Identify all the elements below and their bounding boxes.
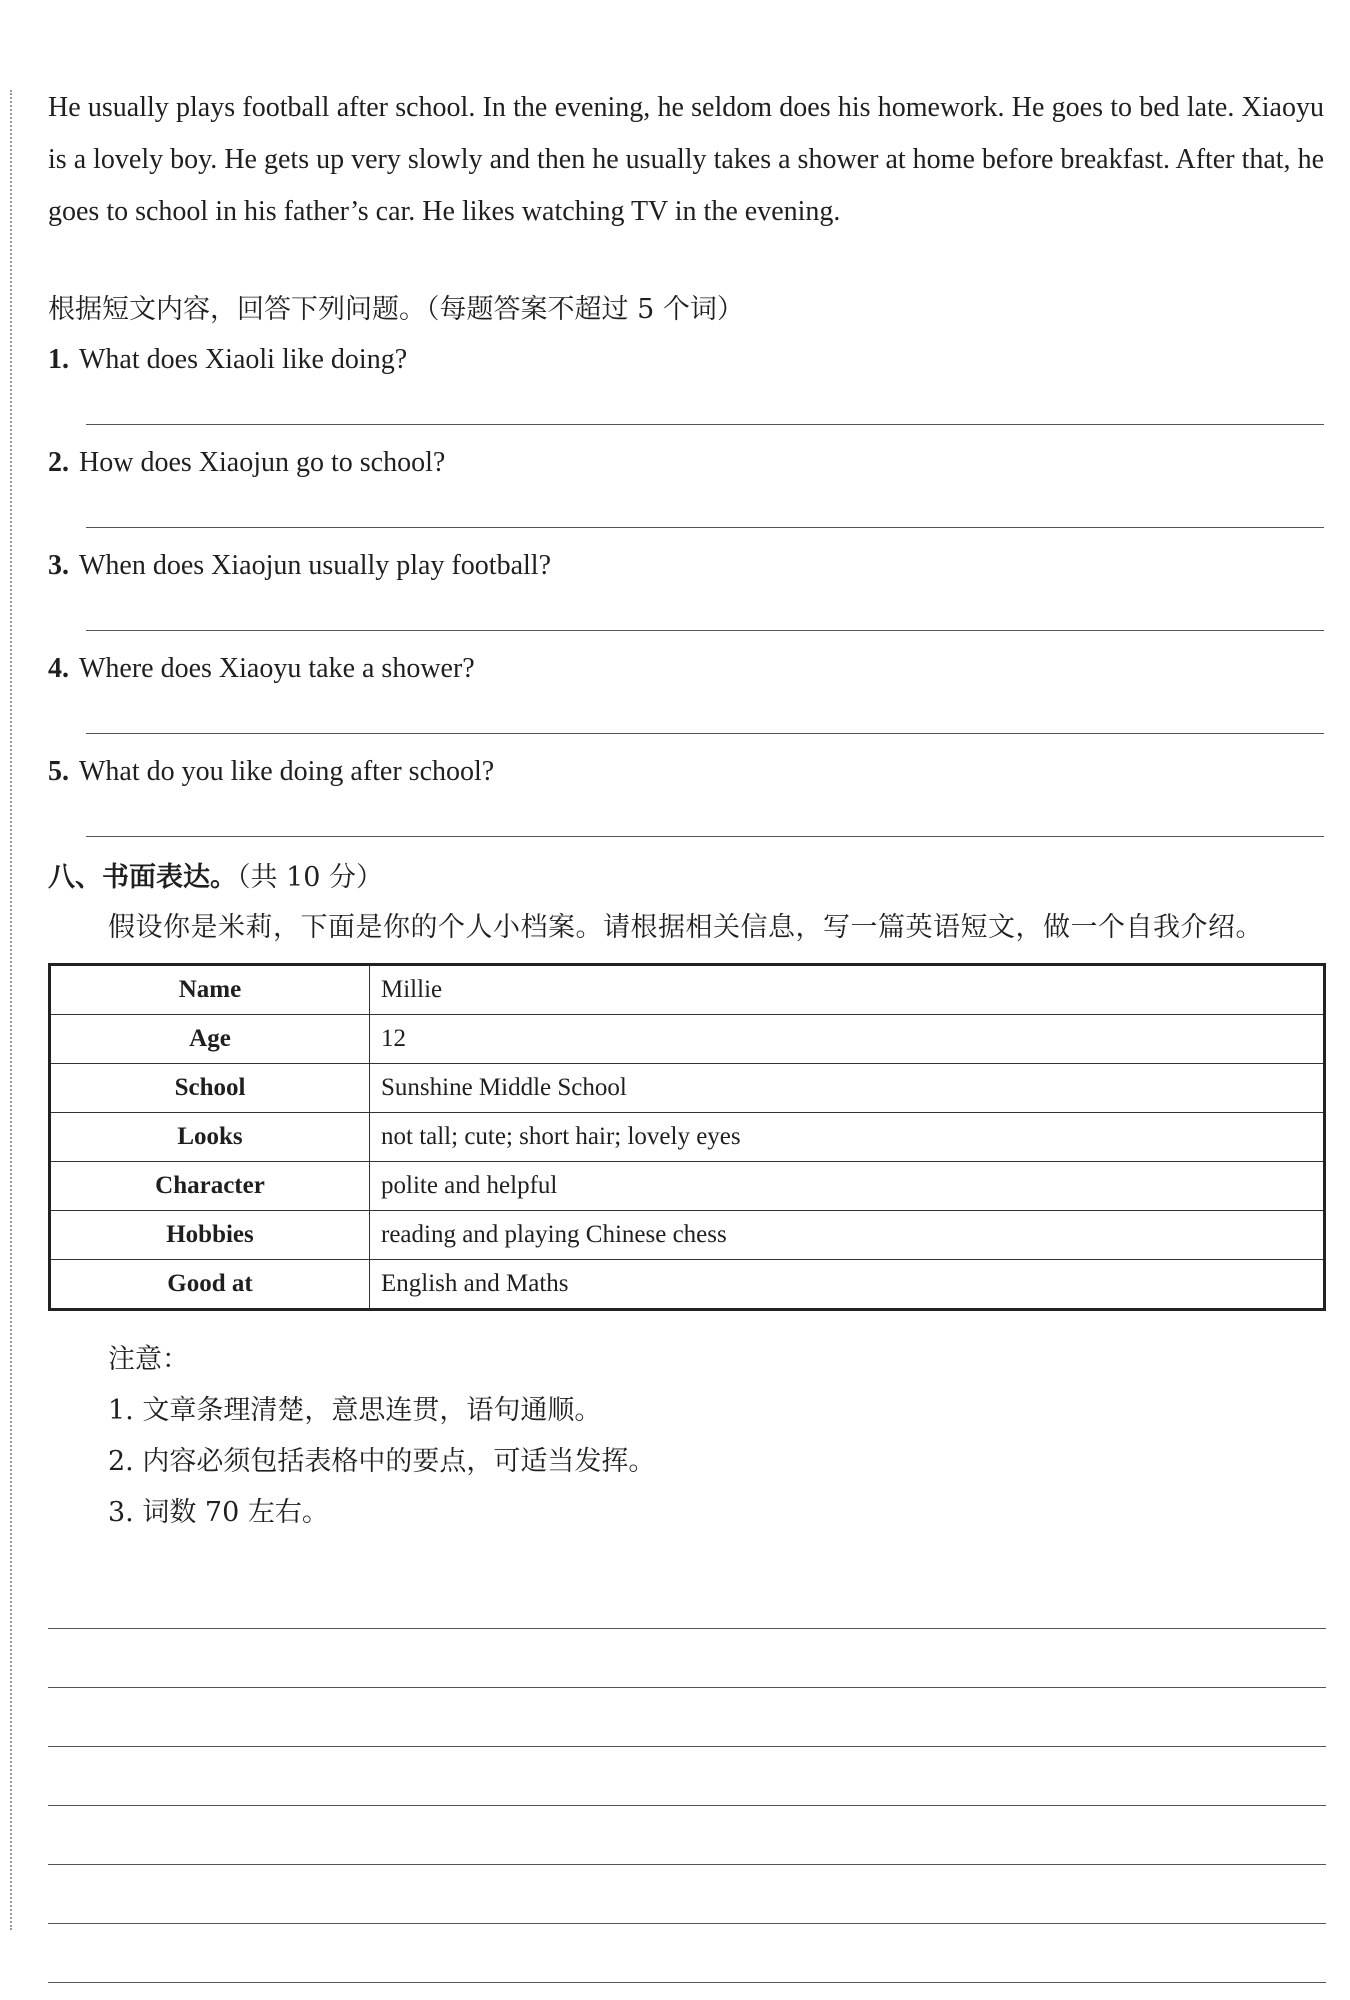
question-text: What do you like doing after school? xyxy=(79,756,495,787)
row-value: 12 xyxy=(370,1015,1325,1064)
section-title-score: （共 10 分） xyxy=(237,862,384,893)
table-row xyxy=(50,965,1325,1015)
answer-line[interactable] xyxy=(86,424,1324,425)
row-value: Sunshine Middle School xyxy=(370,1064,1325,1113)
question-text: When does Xiaojun usually play football? xyxy=(79,550,551,581)
row-value: polite and helpful xyxy=(370,1162,1325,1211)
writing-line[interactable] xyxy=(48,1688,1326,1747)
answer-line[interactable] xyxy=(86,836,1324,837)
passage-text: He usually plays football after school. In the evening, he seldom does his homework. He goes to bed late. Xiaoyu is a lovely boy. He gets up very slowly and then he usually takes a shower at home before breakfast. After that, he goes to school in his father’s car. He likes watching TV in the evening. xyxy=(48,92,1324,227)
question-list xyxy=(48,340,1324,855)
question-number: 1. xyxy=(48,344,69,375)
binding-dotted-line xyxy=(10,90,12,1930)
row-label: Good at xyxy=(50,1260,370,1310)
row-label: Hobbies xyxy=(50,1211,370,1260)
section-title xyxy=(48,858,383,898)
row-label: Age xyxy=(50,1015,370,1064)
answer-line[interactable] xyxy=(86,733,1324,734)
row-label: Looks xyxy=(50,1113,370,1162)
table-row xyxy=(50,1113,1325,1162)
question-number: 2. xyxy=(48,447,69,478)
answer-line[interactable] xyxy=(86,527,1324,528)
table-row xyxy=(50,1260,1325,1310)
writing-intro: 假设你是米莉，下面是你的个人小档案。请根据相关信息，写一篇英语短文，做一个自我介绍。 xyxy=(108,912,1263,943)
note-item: 2. 内容必须包括表格中的要点，可适当发挥。 xyxy=(108,1446,656,1477)
row-label: School xyxy=(50,1064,370,1113)
row-value: not tall; cute; short hair; lovely eyes xyxy=(370,1113,1325,1162)
row-label: Name xyxy=(50,965,370,1015)
answer-line[interactable] xyxy=(86,630,1324,631)
writing-area xyxy=(48,1570,1326,1983)
question-text: How does Xiaojun go to school? xyxy=(79,447,446,478)
writing-line[interactable] xyxy=(48,1747,1326,1806)
row-label: Character xyxy=(50,1162,370,1211)
question-number: 3. xyxy=(48,550,69,581)
table-row xyxy=(50,1162,1325,1211)
question-item xyxy=(48,340,1324,443)
writing-line[interactable] xyxy=(48,1629,1326,1688)
question-item xyxy=(48,546,1324,649)
note-item: 3. 词数 70 左右。 xyxy=(108,1497,329,1528)
writing-line[interactable] xyxy=(48,1806,1326,1865)
question-item xyxy=(48,443,1324,546)
note-item: 1. 文章条理清楚，意思连贯，语句通顺。 xyxy=(108,1395,602,1426)
question-text: Where does Xiaoyu take a shower? xyxy=(79,653,475,684)
notes-title: 注意： xyxy=(108,1344,189,1375)
profile-table xyxy=(48,963,1326,1311)
row-value: Millie xyxy=(370,965,1325,1015)
table-row xyxy=(50,1015,1325,1064)
reading-instruction: 根据短文内容，回答下列问题。（每题答案不超过 5 个词） xyxy=(48,294,744,325)
question-number: 5. xyxy=(48,756,69,787)
writing-line[interactable] xyxy=(48,1570,1326,1629)
row-value: reading and playing Chinese chess xyxy=(370,1211,1325,1260)
table-row xyxy=(50,1064,1325,1113)
writing-notes xyxy=(108,1334,655,1538)
table-row xyxy=(50,1211,1325,1260)
reading-passage xyxy=(48,82,1324,238)
question-item xyxy=(48,752,1324,855)
writing-line[interactable] xyxy=(48,1924,1326,1983)
section-title-main: 八、书面表达。 xyxy=(48,862,237,893)
question-number: 4. xyxy=(48,653,69,684)
row-value: English and Maths xyxy=(370,1260,1325,1310)
question-text: What does Xiaoli like doing? xyxy=(79,344,408,375)
question-item xyxy=(48,649,1324,752)
writing-line[interactable] xyxy=(48,1865,1326,1924)
